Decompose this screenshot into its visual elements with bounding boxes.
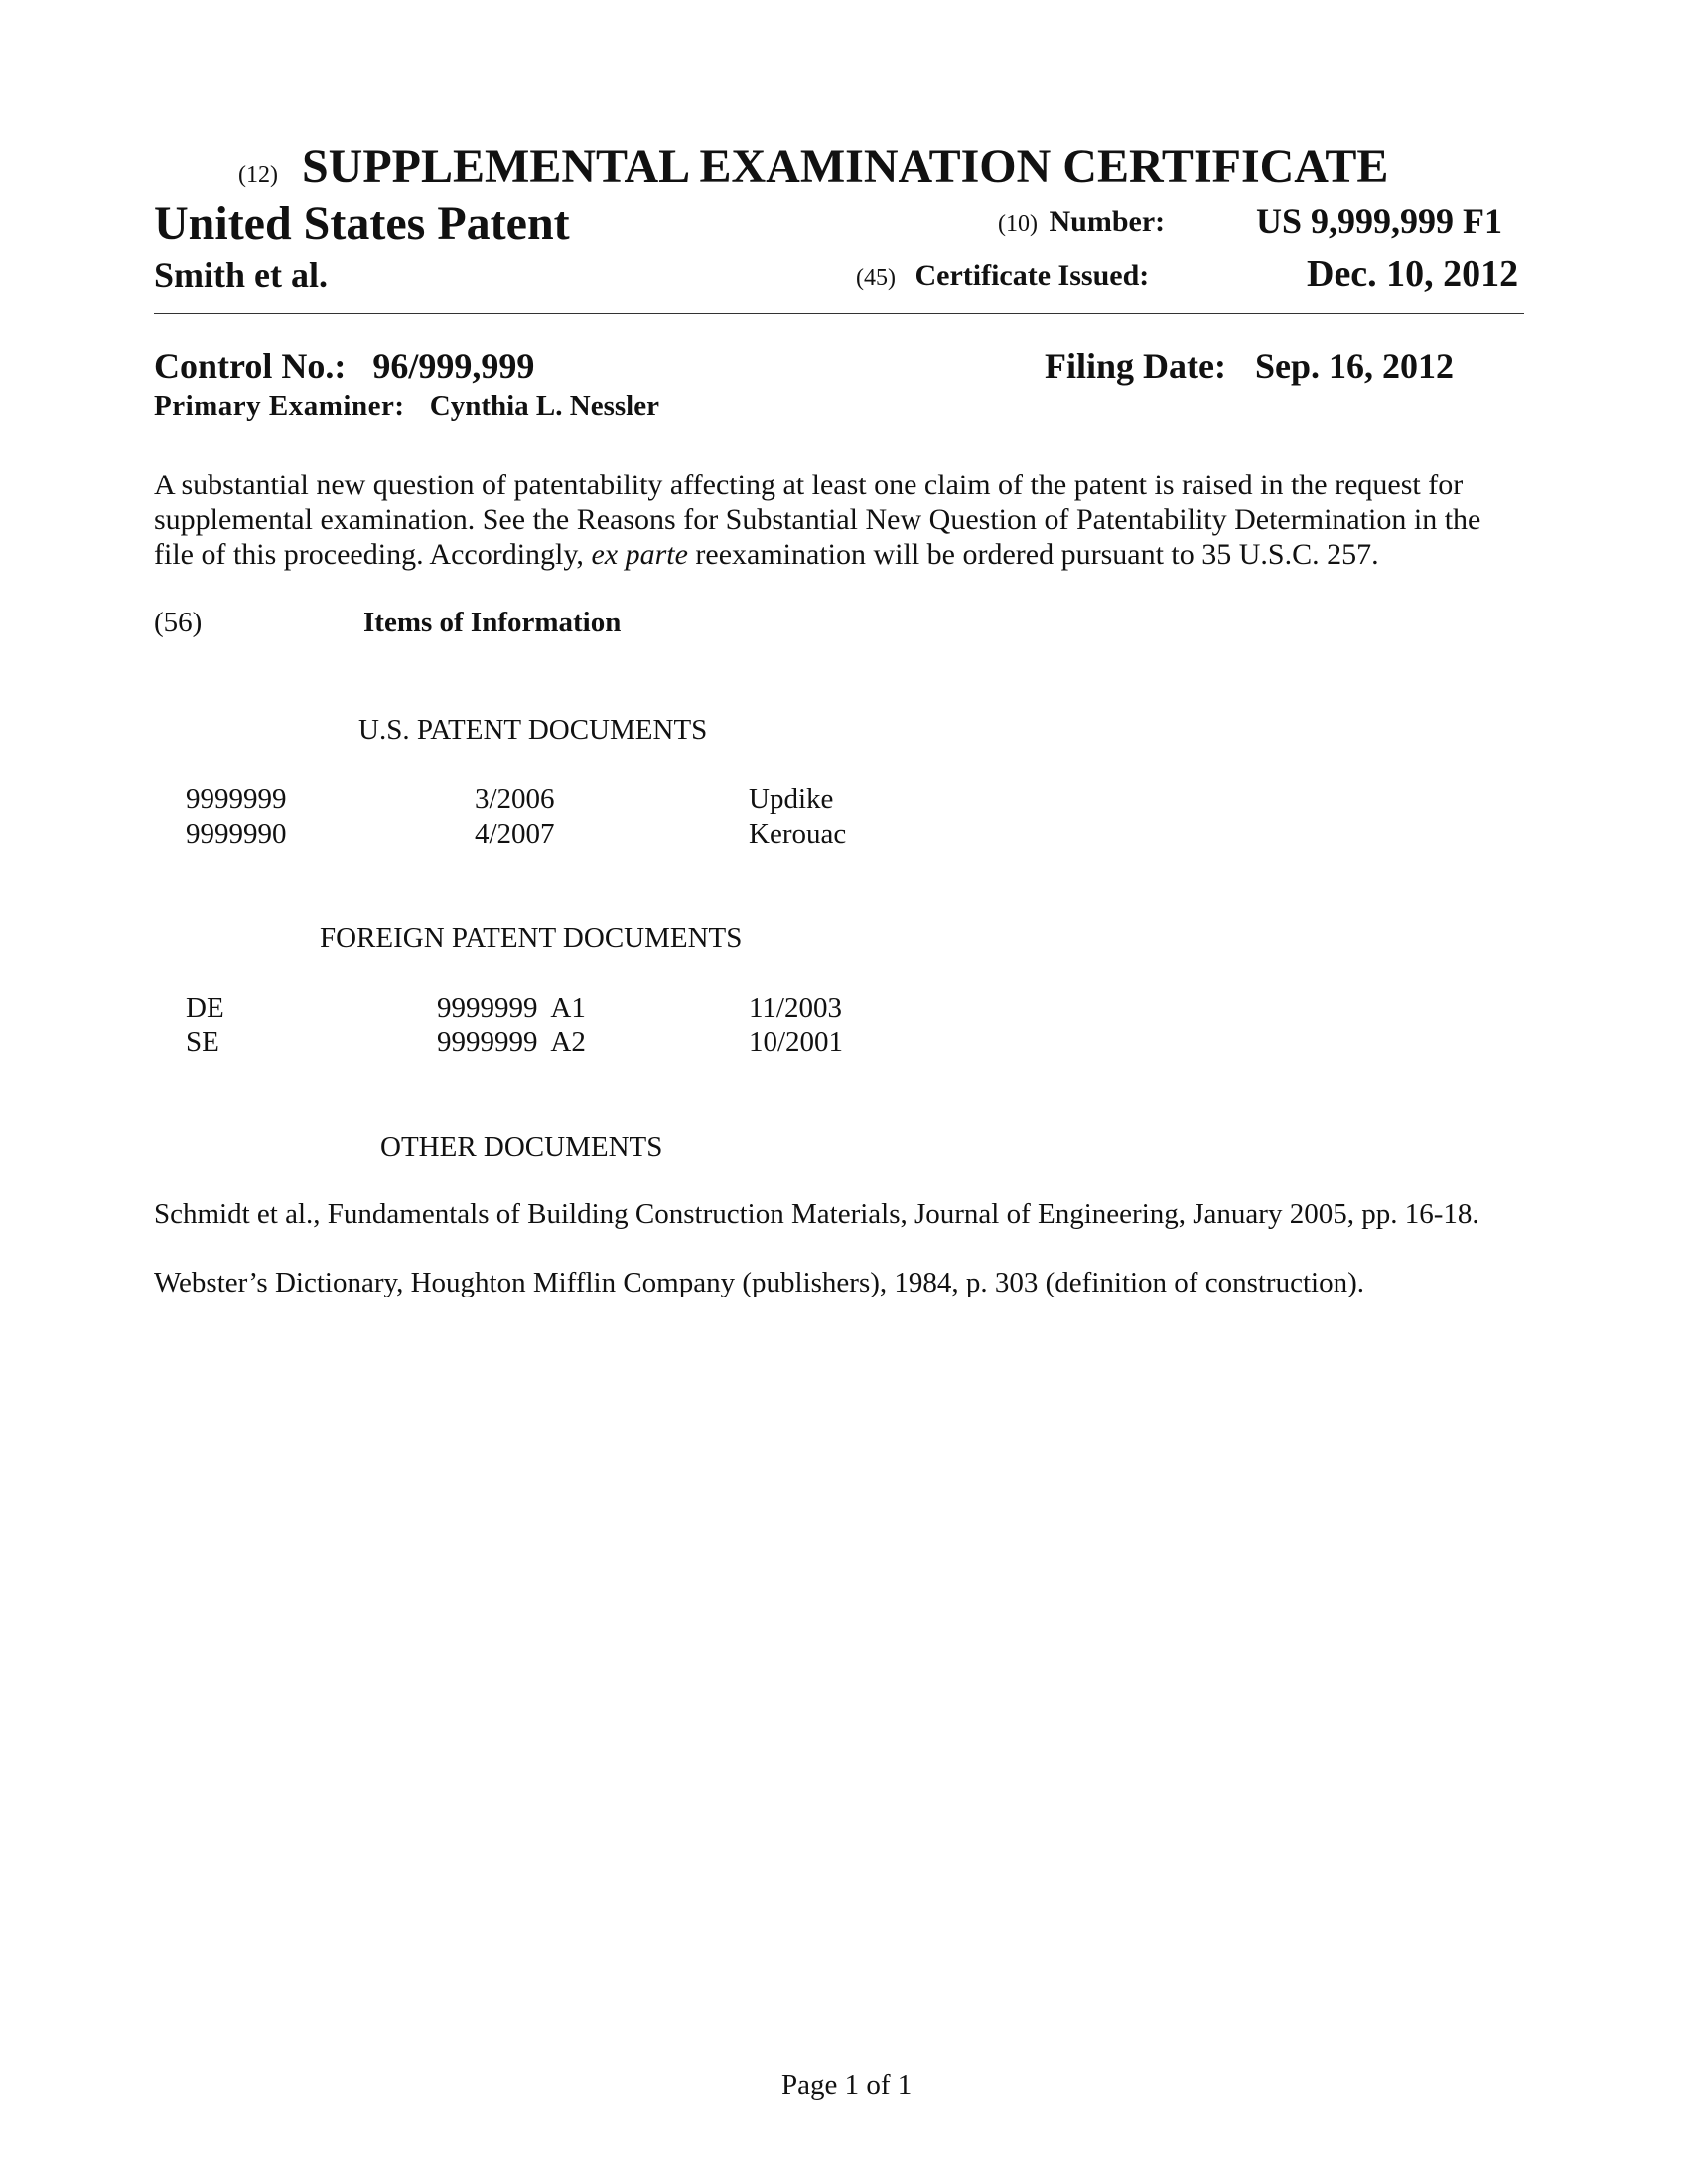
us-doc-name: Kerouac: [749, 818, 847, 850]
us-patent-documents-heading: U.S. PATENT DOCUMENTS: [358, 714, 708, 746]
number-label: Number:: [1049, 205, 1166, 238]
code-12: (12): [238, 162, 278, 188]
statement-line: A substantial new question of patentability affecting at least one claim of the patent is raised in the request for: [154, 469, 1464, 501]
code-56: (56): [154, 607, 203, 638]
page-number: Page 1 of 1: [781, 2069, 913, 2101]
filing-date-line: [1045, 345, 1454, 387]
patent-office: United States Patent: [154, 198, 570, 250]
foreign-doc-number: 9999999 A2: [437, 1026, 586, 1058]
items-heading: Items of Information: [363, 607, 622, 638]
us-doc-number: 9999990: [186, 818, 287, 850]
filing-value: Sep. 16, 2012: [1254, 346, 1455, 386]
number-line: [998, 205, 1165, 239]
statement-text: file of this proceeding. Accordingly,: [154, 538, 592, 571]
foreign-doc-country: SE: [186, 1026, 219, 1058]
examiner-label: Primary Examiner:: [154, 390, 405, 422]
control-number-line: [154, 345, 534, 387]
issued-label: Certificate Issued:: [914, 259, 1150, 292]
control-label: Control No.:: [154, 346, 347, 386]
patent-number: US 9,999,999 F1: [1256, 202, 1503, 241]
statement-line: supplemental examination. See the Reasons for Substantial New Question of Patentability Determination in the: [154, 503, 1481, 536]
foreign-patent-documents-heading: FOREIGN PATENT DOCUMENTS: [320, 922, 743, 954]
other-document: Schmidt et al., Fundamentals of Building Construction Materials, Journal of Engineering, January 2005, pp. 16-18.: [154, 1198, 1479, 1230]
code-10: (10): [998, 211, 1038, 237]
foreign-doc-number: 9999999 A1: [437, 992, 586, 1024]
control-value: 96/999,999: [372, 346, 535, 386]
header-divider: [154, 313, 1524, 314]
other-document: Webster’s Dictionary, Houghton Mifflin Company (publishers), 1984, p. 303 (definition of construction).: [154, 1267, 1364, 1298]
us-doc-number: 9999999: [186, 783, 287, 815]
foreign-doc-country: DE: [186, 992, 224, 1024]
other-documents-heading: OTHER DOCUMENTS: [380, 1131, 663, 1162]
statement-text: reexamination will be ordered pursuant to 35 U.S.C. 257.: [687, 538, 1379, 571]
examiner-value: Cynthia L. Nessler: [429, 390, 659, 422]
issued-date: Dec. 10, 2012: [1307, 253, 1519, 295]
statement-italic: ex parte: [591, 538, 688, 571]
us-doc-date: 4/2007: [475, 818, 555, 850]
certificate-title-line: [238, 139, 1388, 194]
code-45: (45): [856, 265, 896, 291]
filing-label: Filing Date:: [1045, 346, 1226, 386]
us-doc-name: Updike: [749, 783, 834, 815]
issued-line: [856, 259, 1149, 293]
determination-statement: [154, 468, 1534, 572]
foreign-doc-date: 10/2001: [749, 1026, 844, 1058]
statement-line: [154, 537, 1534, 572]
inventors: Smith et al.: [154, 255, 328, 295]
primary-examiner-line: [154, 390, 659, 423]
certificate-title: SUPPLEMENTAL EXAMINATION CERTIFICATE: [301, 140, 1389, 193]
foreign-doc-date: 11/2003: [749, 992, 842, 1024]
us-doc-date: 3/2006: [475, 783, 555, 815]
